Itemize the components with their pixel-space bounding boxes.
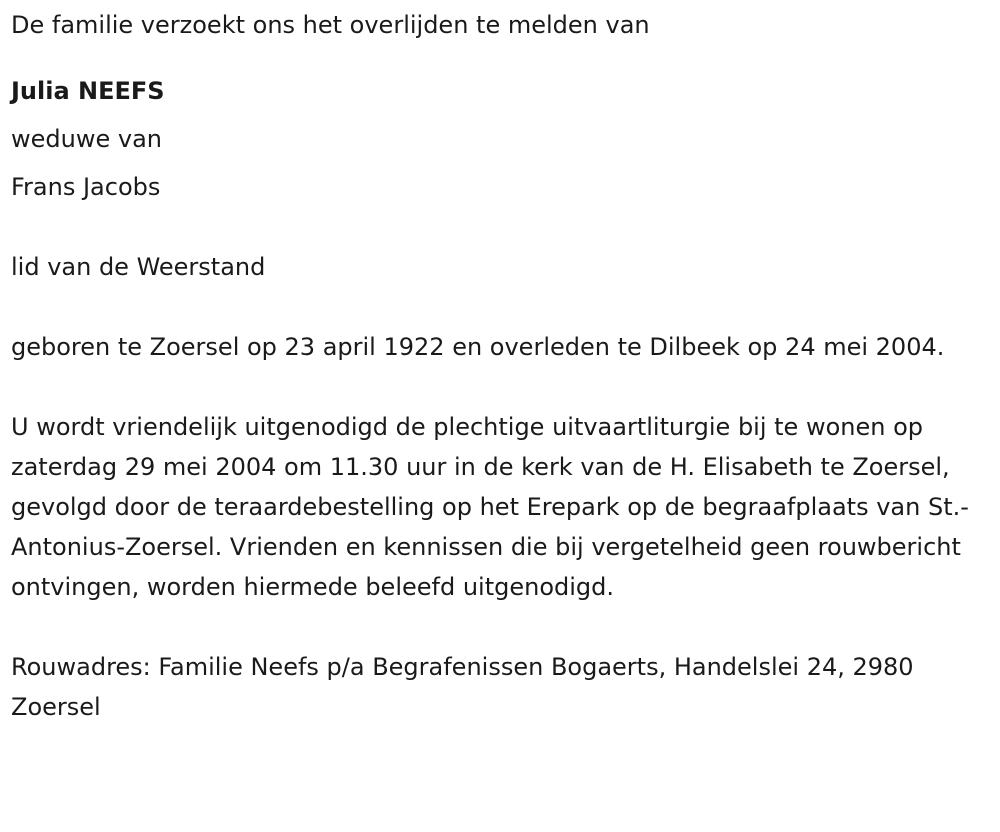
deceased-name: Julia NEEFS — [11, 77, 165, 105]
relation-text: weduwe van — [11, 125, 162, 153]
spouse-name: Frans Jacobs — [11, 173, 161, 201]
intro-text: De familie verzoekt ons het overlijden te melden van — [11, 11, 650, 39]
birth-death-text: geboren te Zoersel op 23 april 1922 en overleden te Dilbeek op 24 mei 2004. — [11, 333, 945, 361]
invitation-text: U wordt vriendelijk uitgenodigd de plechtige uitvaartliturgie bij te wonen op zaterdag 29 mei 2004 om 11.30 uur in de kerk van de H. Elisabeth te Zoersel, gevolgd door de teraardebestelling op het Erepark op de begraafplaats van St.-Antonius-Zoersel. Vrienden en kennissen die bij vergetelheid geen rouwbericht ontvingen, worden hiermede beleefd uitgenodigd. — [11, 413, 969, 601]
address-text: Rouwadres: Familie Neefs p/a Begrafenissen Bogaerts, Handelslei 24, 2980 Zoersel — [11, 653, 914, 721]
membership-text: lid van de Weerstand — [11, 253, 266, 281]
death-notice — [11, 0, 991, 727]
